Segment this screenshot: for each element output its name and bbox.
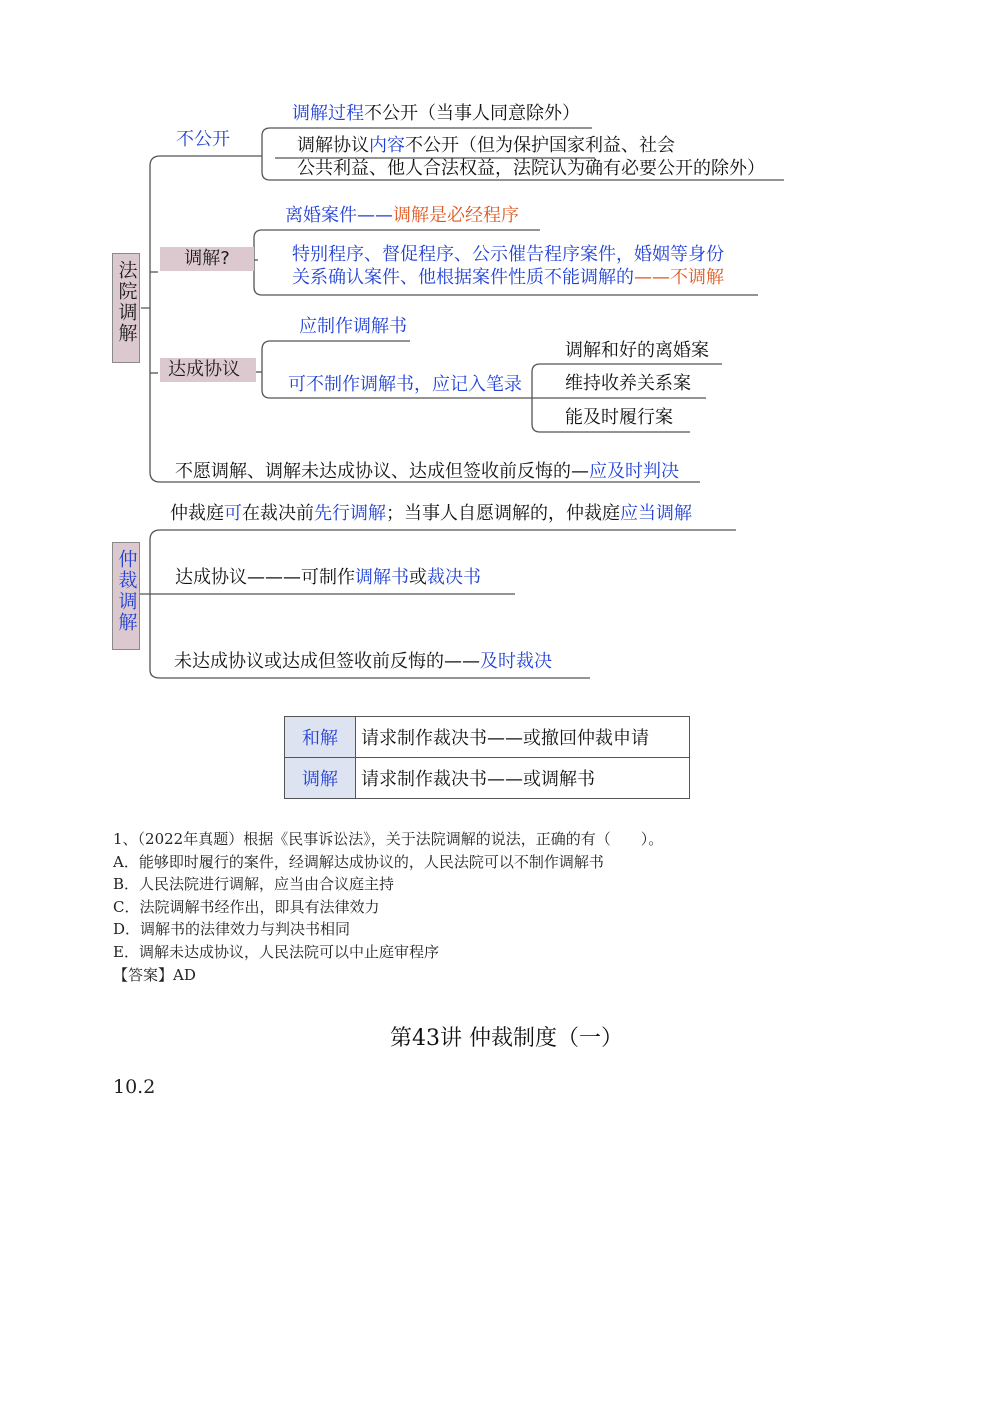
lecture-title <box>390 1021 623 1052</box>
special-line1 <box>292 244 724 266</box>
question-option-c: C．法院调解书经作出，即具有法律效力 <box>113 897 380 916</box>
special-line2 <box>292 267 724 289</box>
content-text: 内容 <box>369 135 405 156</box>
special-procedure-text-1: 特别程序、督促程序、公示催告程序案件，婚姻等身份 <box>292 244 724 265</box>
settlement-mediation-table <box>284 716 690 799</box>
agreement-box <box>160 358 256 382</box>
award-document-text: 裁决书 <box>427 567 481 588</box>
must-make-document-text: 应制作调解书 <box>299 316 407 337</box>
exception-text-1: 不公开（但为保护国家利益、社会 <box>405 135 675 156</box>
first-mediate-text: 先行调解 <box>314 503 386 524</box>
mediation-process-text: 调解过程 <box>292 103 364 124</box>
court-mediation-root-label: 法院调解 <box>115 260 138 344</box>
case-item-1 <box>565 340 709 362</box>
agreement-reached-text: 达成协议———可制作 <box>175 567 355 588</box>
timely-award-text: 及时裁决 <box>480 651 552 672</box>
mandatory-procedure-text: 调解是必经程序 <box>393 205 519 226</box>
page-number-text: 10.2 <box>113 1076 156 1098</box>
arbitration-line1 <box>170 503 692 525</box>
arbitration-mediation-root-label: 仲裁调解 <box>115 549 138 633</box>
question-stem: 1、（2022年真题）根据《民事诉讼法》，关于法院调解的说法，正确的有（ ）。 <box>113 830 664 848</box>
divorce-case-text: 离婚案件—— <box>285 205 393 226</box>
shall-mediate-text: 应当调解 <box>620 503 692 524</box>
mediation-document-text: 调解书 <box>355 567 409 588</box>
fail-line <box>175 461 679 483</box>
arbitration-mediation-root <box>112 542 140 650</box>
not-public-line2 <box>297 135 675 157</box>
table-value-cell: 请求制作裁决书——或调解书 <box>356 758 690 799</box>
page-number <box>113 1076 155 1098</box>
question-option-d: D．调解书的法律效力与判决书相同 <box>113 920 351 939</box>
table-value-cell: 请求制作裁决书——或撤回仲裁申请 <box>356 717 690 758</box>
table-row <box>285 758 690 799</box>
may-not-make-document <box>288 374 522 396</box>
divorce-line <box>285 205 519 227</box>
special-procedure-text-2: 关系确认案件、他根据案件性质不能调解的 <box>292 267 634 288</box>
mediate-question-box <box>160 247 254 271</box>
case-item-3 <box>565 407 673 429</box>
court-mediation-root <box>112 253 140 363</box>
timely-judgment-text: 应及时判决 <box>589 461 679 482</box>
table-key-cell: 和解 <box>285 717 356 758</box>
question-answer: 【答案】AD <box>113 965 196 984</box>
fail-condition-text: 不愿调解、调解未达成协议、达成但签收前反悔的— <box>175 461 589 482</box>
voluntary-text: ；当事人自愿调解的，仲裁庭 <box>386 503 620 524</box>
not-public-label <box>176 129 230 151</box>
question-option-a: A．能够即时履行的案件，经调解达成协议的，人民法院可以不制作调解书 <box>113 852 604 871</box>
case-item-2 <box>565 373 691 395</box>
may-text: 可 <box>224 503 242 524</box>
not-public-text: 不公开 <box>176 129 230 150</box>
arbitration-line3 <box>174 651 552 673</box>
arbitration-line2 <box>175 567 481 589</box>
not-public-line1 <box>292 103 580 125</box>
must-make-document <box>299 316 407 338</box>
agreement-label: 达成协议 <box>168 359 240 380</box>
not-public-line3 <box>297 158 765 180</box>
table-row <box>285 717 690 758</box>
case-item-1-text: 调解和好的离婚案 <box>565 340 709 361</box>
case-item-3-text: 能及时履行案 <box>565 407 673 428</box>
or-text: 或 <box>409 567 427 588</box>
not-public-condition-text: 不公开（当事人同意除外） <box>364 103 580 124</box>
mediate-question-label: 调解? <box>184 248 230 269</box>
no-agreement-text: 未达成协议或达成但签收前反悔的—— <box>174 651 480 672</box>
question-option-b: B．人民法院进行调解，应当由合议庭主持 <box>113 875 395 894</box>
question-block <box>113 828 663 986</box>
agreement-text: 调解协议 <box>297 135 369 156</box>
no-mediation-text: ——不调解 <box>634 267 724 288</box>
table-key-cell: 调解 <box>285 758 356 799</box>
exception-text-2: 公共利益、他人合法权益，法院认为确有必要公开的除外） <box>297 158 765 179</box>
question-option-e: E．调解未达成协议，人民法院可以中止庭审程序 <box>113 942 439 961</box>
may-not-make-document-text: 可不制作调解书，应记入笔录 <box>288 374 522 395</box>
lecture-title-text: 第43讲 仲裁制度（一） <box>390 1026 623 1051</box>
case-item-2-text: 维持收养关系案 <box>565 373 691 394</box>
tribunal-text: 仲裁庭 <box>170 503 224 524</box>
before-award-text: 在裁决前 <box>242 503 314 524</box>
